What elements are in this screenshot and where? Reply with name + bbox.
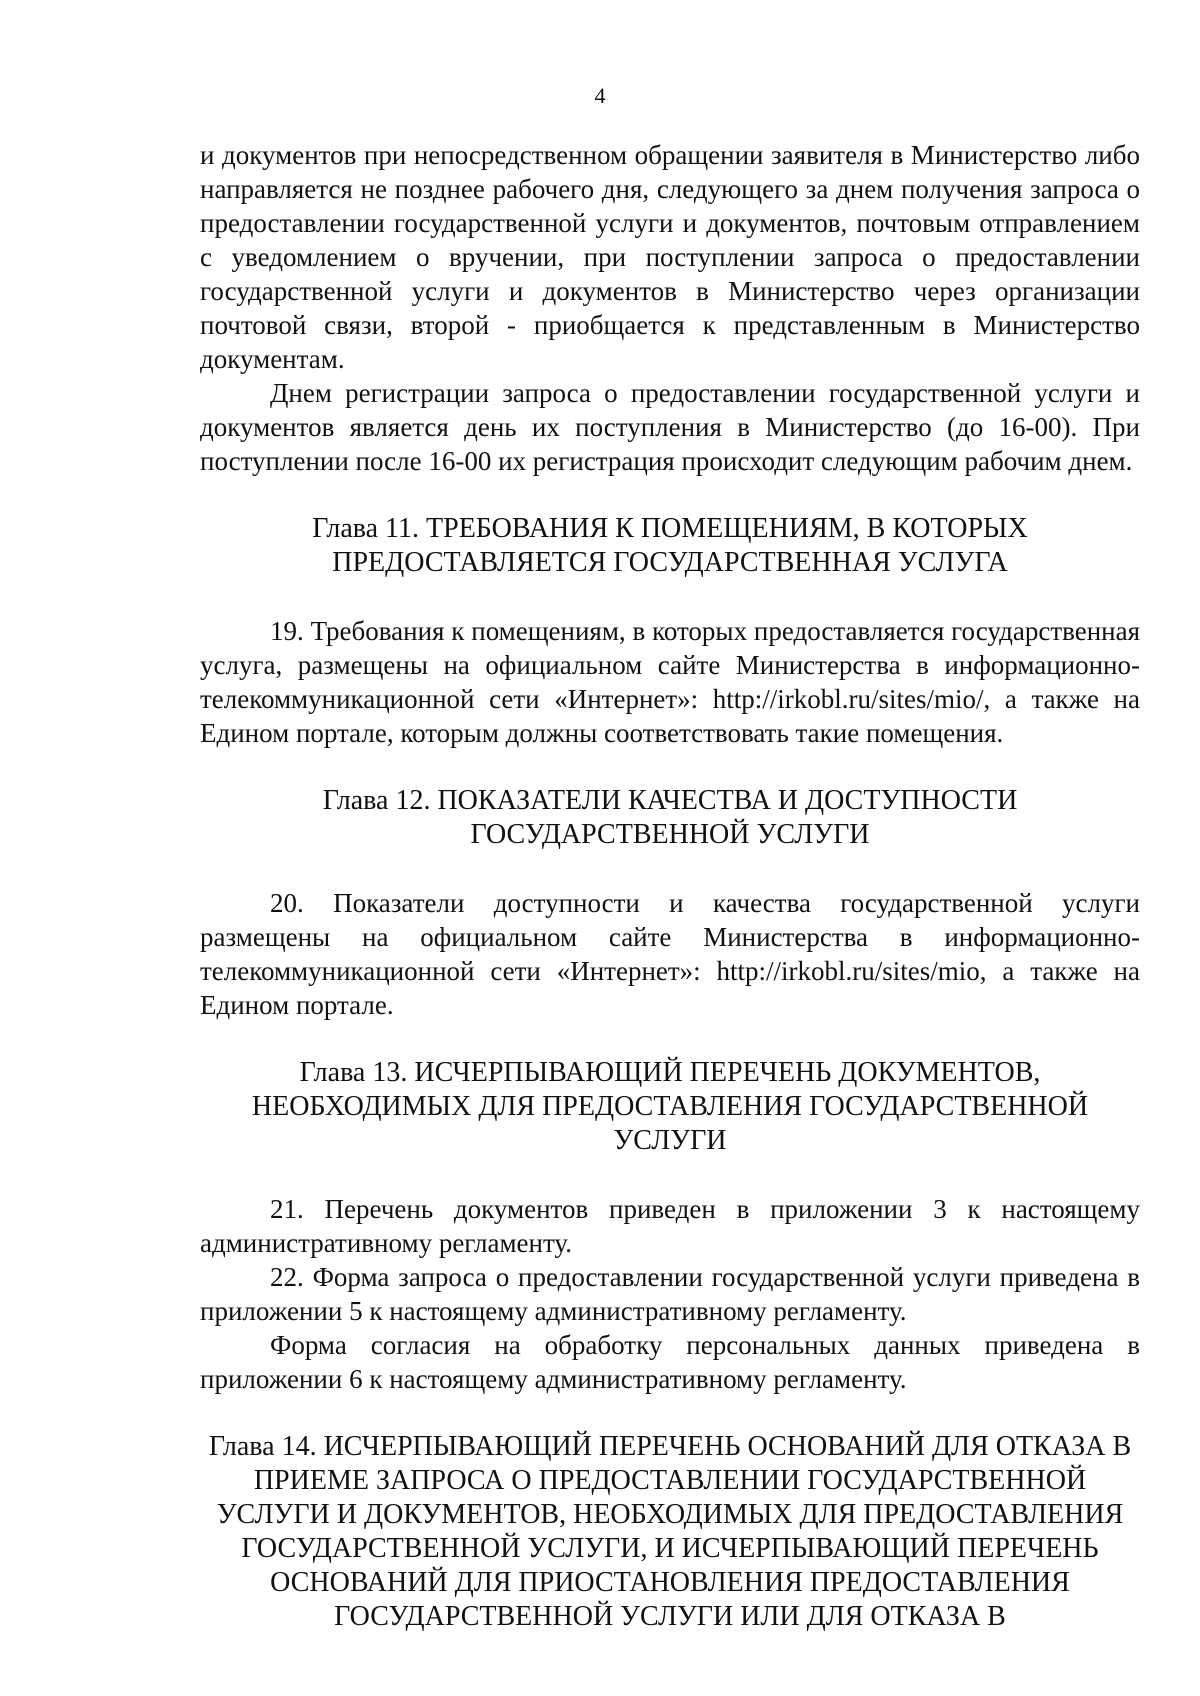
chapter-14-heading: Глава 14. ИСЧЕРПЫВАЮЩИЙ ПЕРЕЧЕНЬ ОСНОВАНИЙ ДЛЯ ОТКАЗА В ПРИЕМЕ ЗАПРОСА О ПРЕДОСТАВЛЕНИИ ГОСУДАРСТВЕННОЙ УСЛУГИ И ДОКУМЕНТОВ, НЕОБХОДИМЫХ ДЛЯ ПРЕДОСТАВЛЕНИЯ ГОСУДАРСТВЕННОЙ УСЛУГИ, И ИСЧЕРПЫВАЮЩИЙ ПЕРЕЧЕНЬ ОСНОВАНИЙ ДЛЯ ПРИОСТАНОВЛЕНИЯ ПРЕДОСТАВЛЕНИЯ ГОСУДАРСТВЕННОЙ УСЛУГИ ИЛИ ДЛЯ ОТКАЗА В [208, 1431, 1132, 1632]
chapter-13-heading: Глава 13. ИСЧЕРПЫВАЮЩИЙ ПЕРЕЧЕНЬ ДОКУМЕНТОВ, НЕОБХОДИМЫХ ДЛЯ ПРЕДОСТАВЛЕНИЯ ГОСУДАРСТВЕННОЙ УСЛУГИ [251, 1057, 1089, 1156]
paragraph-22: 22. Форма запроса о предоставлении государственной услуги приведена в приложении 5 к настоящему административному регламенту. [200, 1262, 1140, 1326]
chapter-11-heading: Глава 11. ТРЕБОВАНИЯ К ПОМЕЩЕНИЯМ, В КОТОРЫХ ПРЕДОСТАВЛЯЕТСЯ ГОСУДАРСТВЕННАЯ УСЛУГА [312, 513, 1028, 578]
paragraph-21: 21. Перечень документов приведен в приложении 3 к настоящему административному регламенту. [200, 1194, 1140, 1258]
paragraph-intro: и документов при непосредственном обращении заявителя в Министерство либо направляется не позднее рабочего дня, следующего за днем получения запроса о предоставлении государственной услуги и документов, почтовым отправлением с уведомлением о вручении, при поступлении запроса о предоставлении государственной услуги и документов в Министерство через организации почтовой связи, второй - приобщается к представленным в Министерство документам. [200, 140, 1140, 374]
chapter-12-heading: Глава 12. ПОКАЗАТЕЛИ КАЧЕСТВА И ДОСТУПНОСТИ ГОСУДАРСТВЕННОЙ УСЛУГИ [322, 785, 1018, 850]
document-body [200, 138, 1140, 1634]
paragraph-registration: Днем регистрации запроса о предоставлении государственной услуги и документов является день их поступления в Министерство (до 16-00). При поступлении после 16-00 их регистрация происходит следующим рабочим днем. [200, 378, 1140, 476]
paragraph-19: 19. Требования к помещениям, в которых предоставляется государственная услуга, размещены на официальном сайте Министерства в информационно-телекоммуникационной сети «Интернет»: http://irkobl.ru/sites/mio/, а также на Едином портале, которым должны соответствовать такие помещения. [200, 616, 1140, 748]
page-number: 4 [594, 83, 606, 108]
paragraph-consent-form: Форма согласия на обработку персональных данных приведена в приложении 6 к настоящему административному регламенту. [200, 1330, 1140, 1394]
paragraph-20: 20. Показатели доступности и качества государственной услуги размещены на официальном сайте Министерства в информационно-телекоммуникационной сети «Интернет»: http://irkobl.ru/sites/mio, а также на Едином портале. [200, 888, 1140, 1020]
